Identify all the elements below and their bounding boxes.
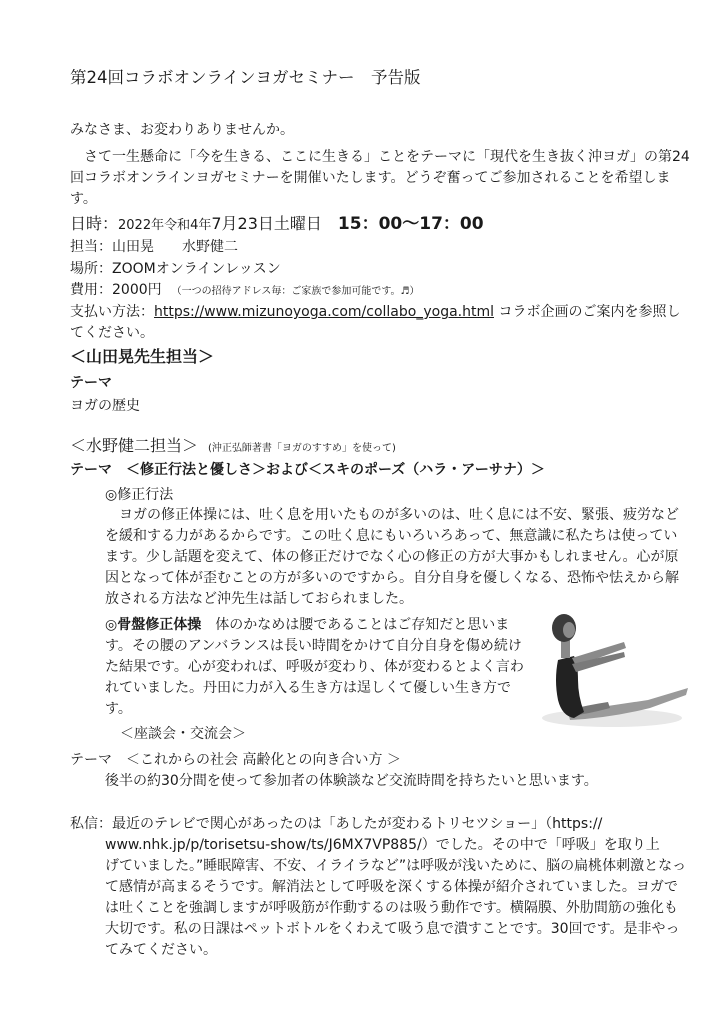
sub1-line: 放される方法など沖先生は話しておられました。 <box>105 591 413 607</box>
fee-label: 費用：2000円 <box>70 282 162 298</box>
intro-line: さて一生懸命に「今を生きる、ここに生きる」ことをテーマに「現代を生き抜く沖ヨガ」の第24 <box>70 149 690 165</box>
date-label: 日時： <box>70 214 119 233</box>
place: 場所：ZOOMオンラインレッスン <box>70 261 281 277</box>
sub2-line: す。その腰のアンバランスは長い時間をかけて自分自身を傷め続け <box>105 638 522 654</box>
sub2-title: ◎骨盤修正体操 <box>105 617 202 633</box>
page-title: 第24回コラボオンラインヨガセミナー 予告版 <box>70 68 421 87</box>
payment-label: 支払い方法： <box>70 304 154 320</box>
sub2-first-row <box>105 615 509 635</box>
section2-theme: テーマ ＜修正行法と優しさ＞および＜スキのポーズ（ハラ・アーサナ）＞ <box>70 462 545 478</box>
note-line: げていました。”睡眠障害、不安、イライラなど”は呼吸が浅いために、脳の扁桃体刺激となっ <box>105 858 687 874</box>
payment-link[interactable]: https://www.mizunoyoga.com/collabo_yoga.html <box>154 304 494 320</box>
intro-line: す。 <box>70 191 97 207</box>
instructors: 担当：山田晃 水野健二 <box>70 239 238 255</box>
payment-after: コラボ企画のご案内を参照し <box>494 304 681 320</box>
yoga-boat-pose-photo <box>528 600 690 735</box>
date-day: 7月23日土曜日 <box>211 214 322 233</box>
section2-heading-note: (沖正弘師著書「ヨガのすすめ」を使って) <box>208 443 396 454</box>
sub1-title: ◎修正行法 <box>105 487 174 503</box>
section2-theme2-desc: 後半の約30分間を使って参加者の体験談など交流時間を持ちたいと思います。 <box>105 773 598 789</box>
sub1-line: ヨガの修正体操には、吐く息を用いたものが多いのは、吐く息には不安、緊張、疲労など <box>105 507 679 523</box>
section2-theme2: テーマ ＜これからの社会 高齢化との向き合い方 ＞ <box>70 752 401 768</box>
date-text: 2022年令和4年 <box>118 218 212 233</box>
intro-line: 回コラボオンラインヨガセミナーを開催いたします。どうぞ奮ってご参加されることを希望しま <box>70 170 671 186</box>
note-line: て感情が高まるそうです。解消法として呼吸を深くする体操が紹介されていました。ヨガで <box>105 879 678 895</box>
payment-line2: てください。 <box>70 325 154 341</box>
fee-row <box>70 280 420 302</box>
note-line: は吐くことを強調しますが呼吸筋が作動するのは吸う動作です。横隔膜、外肋間筋の強化も <box>105 900 678 916</box>
sub1-line: を緩和する力があるからです。この吐く息にもいろいろあって、無意識に私たちは使ってい <box>105 528 678 544</box>
section1-theme: ヨガの歴史 <box>70 398 140 414</box>
payment-row <box>70 302 680 322</box>
fee-note: （一つの招待アドレス毎：ご家族で参加可能です。♬） <box>171 286 420 297</box>
date-row <box>70 214 484 236</box>
note-line: 私信：最近のテレビで関心があったのは「あしたが変わるトリセツショー」（https:// <box>70 816 603 832</box>
sub2-line: た結果です。心が変われば、呼吸が変わり、体が変わるとよく言わ <box>105 659 524 675</box>
sub1-line: ます。少し話題を変えて、体の修正だけでなく心の修正の方が大事かもしれません。心が原 <box>105 549 679 565</box>
event-label: ＜座談会・交流会＞ <box>120 726 246 742</box>
sub1-line: 因となって体が歪むことの方が多いのですから。自分自身を優しくなる、恐怖や怯えから解 <box>105 570 679 586</box>
section1-heading: ＜山田晃先生担当＞ <box>70 347 215 366</box>
note-line: 大切です。私の日課はペットボトルをくわえて吸う息で潰すことです。30回です。是非やっ <box>105 921 680 937</box>
section2-heading-row <box>70 436 396 459</box>
sub2-line: す。 <box>105 701 132 717</box>
date-time: 15：00〜17：00 <box>337 214 484 234</box>
section1-theme-label: テーマ <box>70 375 112 391</box>
sub2-line: れていました。丹田に力が入る生き方は逞しくて優しい生き方で <box>105 680 511 696</box>
note-line: てみてください。 <box>105 942 217 958</box>
section2-heading: ＜水野健二担当＞ <box>70 436 199 455</box>
note-line: www.nhk.jp/p/torisetsu-show/ts/J6MX7VP885/）でした。その中で「呼吸」を取り上 <box>105 837 660 853</box>
sub2-first: 体のかなめは腰であることはご存知だと思いま <box>201 617 510 633</box>
greeting: みなさま、お変わりありませんか。 <box>70 122 294 138</box>
